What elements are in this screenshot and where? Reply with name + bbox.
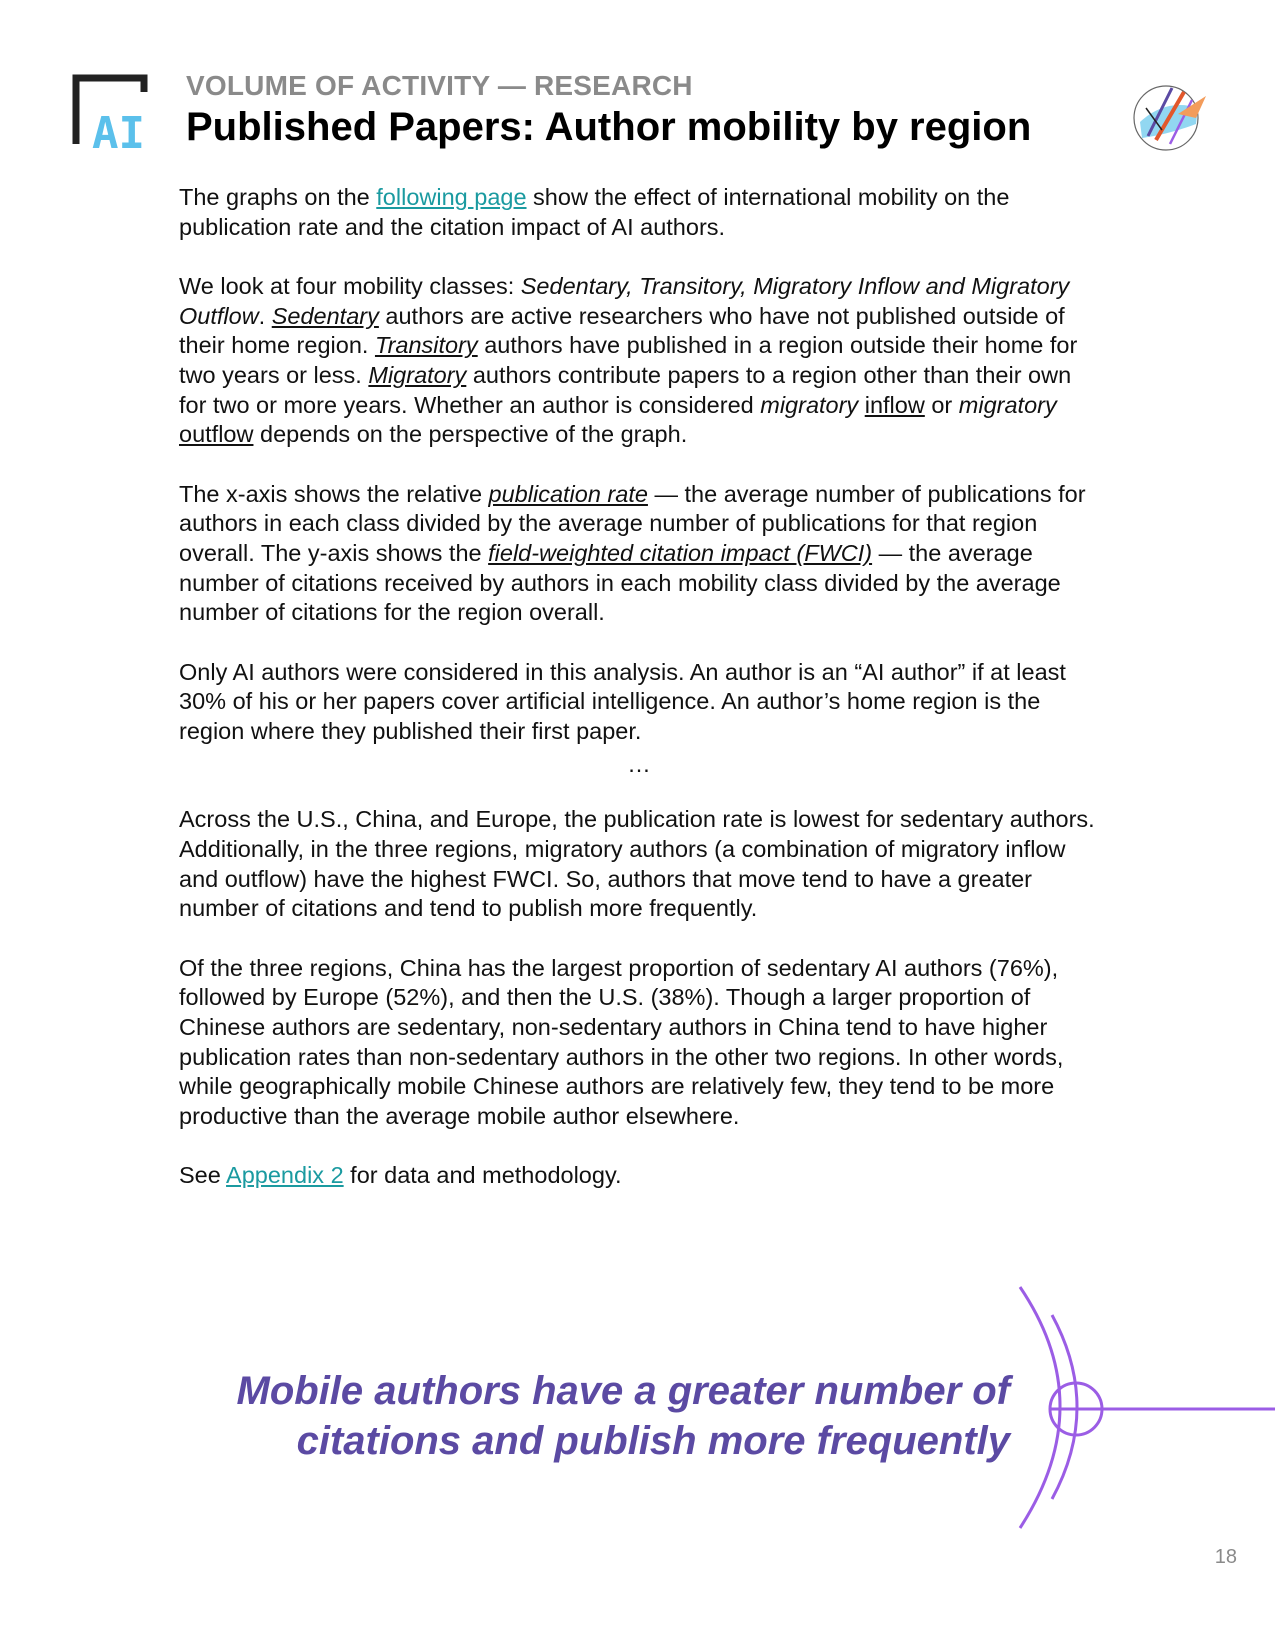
term-inflow: inflow: [864, 391, 925, 418]
callout-line-2: citations and publish more frequently: [296, 1419, 1010, 1463]
paragraph-appendix: See Appendix 2 for data and methodology.: [179, 1162, 622, 1189]
paragraph-mobility-classes: We look at four mobility classes: Sedentary, Transitory, Migratory Inflow and Migratory Outflow. Sedentary authors are active researchers who have not published outside of their home region. Transitory authors have published in a region outside their home for two years or less. Migratory authors contribute papers to a region other than their own for two or more years. Whether an author is considered migratory inflow or migratory outflow depends on the perspective of the graph.: [179, 272, 1078, 448]
ellipsis: …: [627, 751, 651, 778]
term-transitory: Transitory: [374, 332, 478, 359]
logo-text: AI: [92, 108, 145, 154]
paragraph-ai-authors: Only AI authors were considered in this analysis. An author is an “AI author” if at least 30% of his or her papers cover artificial intelligence. An author’s home region is the region where they published their first paper.: [179, 658, 1066, 745]
decorative-arcs-icon: [1010, 1285, 1275, 1530]
term-fwci: field-weighted citation impact (FWCI): [488, 540, 873, 567]
term-publication-rate: publication rate: [488, 480, 648, 507]
appendix-2-link[interactable]: Appendix 2: [226, 1162, 344, 1189]
term-migratory: Migratory: [368, 362, 467, 389]
following-page-link[interactable]: following page: [376, 184, 527, 210]
term-sedentary: Sedentary: [271, 302, 379, 329]
paragraph-findings: Across the U.S., China, and Europe, the publication rate is lowest for sedentary authors. Additionally, in the three regions, migratory authors (a combination of migratory inflow and outflow) have the highest FWCI. So, authors that move tend to have a greater number of citations and tend to publish more frequently.: [179, 806, 1095, 922]
page-number: 18: [1214, 1546, 1237, 1568]
report-badge-icon: [1126, 78, 1210, 158]
paragraph-regions: Of the three regions, China has the largest proportion of sedentary AI authors (76%), followed by Europe (52%), and then the U.S. (38%). Though a larger proportion of Chinese authors are sedentary, non-sedentary authors in China tend to have higher publication rates than non-sedentary authors in the other two regions. In other words, while geographically mobile Chinese authors are relatively few, they tend to be more productive than the average mobile author elsewhere.: [179, 954, 1064, 1130]
body-text: [179, 183, 1099, 1220]
paragraph-intro: The graphs on the following page show the effect of international mobility on the publication rate and the citation impact of AI authors.: [179, 184, 1010, 240]
section-kicker: VOLUME OF ACTIVITY — RESEARCH: [186, 70, 693, 101]
callout-quote: [150, 1366, 1010, 1466]
callout-line-1: Mobile authors have a greater number of: [236, 1369, 1010, 1413]
page-title: Published Papers: Author mobility by region: [186, 105, 1032, 149]
paragraph-axes: The x-axis shows the relative publication rate — the average number of publications for authors in each class divided by the average number of publications for that region overall. The y-axis shows the field-weighted citation impact (FWCI) — the average number of citations received by authors in each mobility class divided by the average number of citations for the region overall.: [179, 480, 1086, 626]
ai-index-logo-icon: [72, 74, 166, 154]
term-outflow: outflow: [179, 421, 254, 448]
